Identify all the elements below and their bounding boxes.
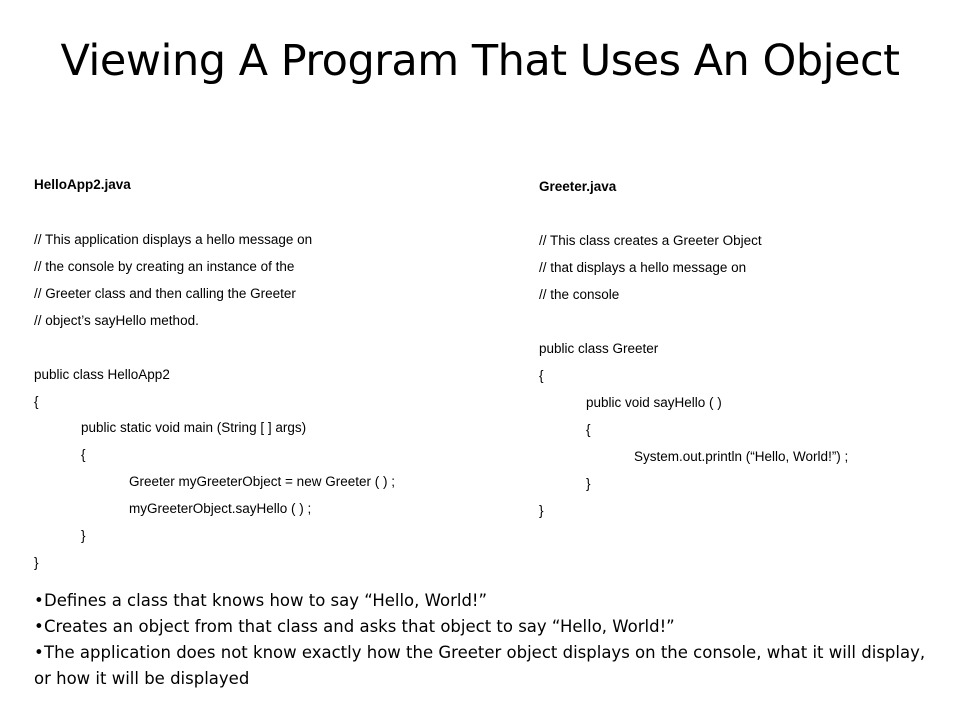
helloapp2-filename: HelloApp2.java xyxy=(34,177,131,192)
code-line: public class Greeter xyxy=(539,341,659,356)
bullet-dot-icon: • xyxy=(34,643,44,662)
bullet-dot-icon: • xyxy=(34,617,44,636)
greeter-filename: Greeter.java xyxy=(539,179,617,194)
code-line: myGreeterObject.sayHello ( ) ; xyxy=(129,501,312,516)
bullet-item xyxy=(34,588,944,614)
code-line: public class HelloApp2 xyxy=(34,367,170,382)
code-line: } xyxy=(34,555,39,570)
code-line: // Greeter class and then calling the Greeter xyxy=(34,286,296,301)
code-line: { xyxy=(34,394,39,409)
bullet-text: The application does not know exactly how the Greeter object displays on the console, what it will display, or how it will be displayed xyxy=(34,643,926,688)
code-line: } xyxy=(586,476,591,491)
code-line: // object’s sayHello method. xyxy=(34,313,199,328)
bullet-item xyxy=(34,640,944,692)
code-line: public static void main (String [ ] args) xyxy=(81,420,307,435)
code-line: // the console by creating an instance of the xyxy=(34,259,295,274)
code-line: // This application displays a hello message on xyxy=(34,232,313,247)
code-line: } xyxy=(539,503,544,518)
bullet-dot-icon: • xyxy=(34,591,44,610)
code-line: // that displays a hello message on xyxy=(539,260,747,275)
bullet-text: Creates an object from that class and asks that object to say “Hello, World!” xyxy=(44,617,675,636)
code-line: { xyxy=(81,447,86,462)
code-line: System.out.println (“Hello, World!”) ; xyxy=(634,449,849,464)
bullet-text: Defines a class that knows how to say “Hello, World!” xyxy=(44,591,488,610)
code-line: } xyxy=(81,528,86,543)
bullet-item xyxy=(34,614,944,640)
code-line: public void sayHello ( ) xyxy=(586,395,722,410)
slide-title: Viewing A Program That Uses An Object xyxy=(60,36,900,86)
code-line: Greeter myGreeterObject = new Greeter ( ) ; xyxy=(129,474,395,489)
code-line: { xyxy=(586,422,591,437)
bullet-list xyxy=(34,588,944,692)
code-line: // This class creates a Greeter Object xyxy=(539,233,762,248)
code-line: // the console xyxy=(539,287,620,302)
code-line: { xyxy=(539,368,544,383)
